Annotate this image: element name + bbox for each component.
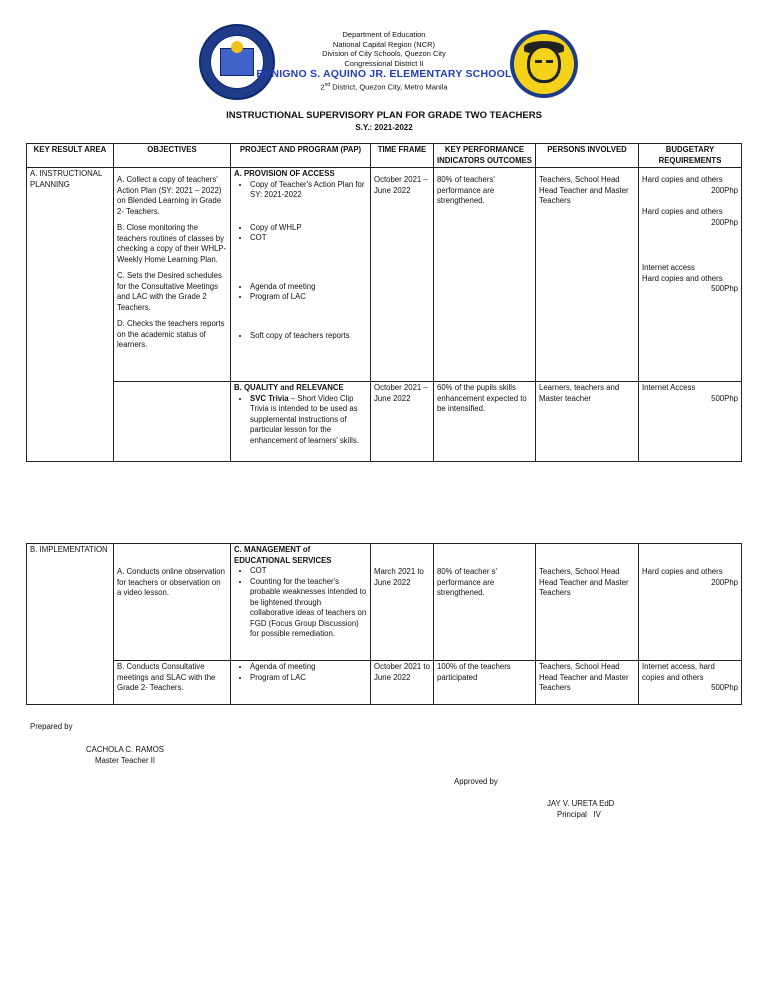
pap-item: • Program of LAC: [250, 673, 367, 684]
kra-cell: B. IMPLEMENTATION: [27, 544, 114, 705]
col-header-budget: BUDGETARY REQUIREMENTS: [639, 144, 742, 168]
time-frame-cell: October 2021 – June 2022: [371, 168, 434, 382]
table-row: [27, 382, 742, 462]
pap-item: • Agenda of meeting: [250, 282, 367, 293]
pap-item: • Agenda of meeting: [250, 662, 367, 673]
time-frame-cell: March 2021 to June 2022: [371, 544, 434, 661]
pap-item: • Counting for the teacher's probable weaknesses intended to be lightened through collaborative ideas of teachers on FGD (Focus Group Discussion) for possible remediation.: [250, 577, 367, 640]
col-header-objectives: OBJECTIVES: [114, 144, 231, 168]
col-header-kpi: KEY PERFORMANCE INDICATORS OUTCOMES: [434, 144, 536, 168]
plan-table-part-1: [26, 143, 742, 462]
kpi-cell: 80% of teachers' performance are strengthened.: [434, 168, 536, 382]
approved-by-label: Approved by: [454, 777, 498, 786]
objective-d: D. Checks the teachers reports on the academic status of learners.: [117, 319, 225, 349]
col-header-kra: KEY RESULT AREA: [27, 144, 114, 168]
time-frame-cell: October 2021 to June 2022: [371, 661, 434, 705]
pap-item: • Soft copy of teachers reports: [250, 331, 367, 342]
kra-cell: A. INSTRUCTIONAL PLANNING: [27, 168, 114, 462]
approver-name: JAY V. URETA EdD: [547, 799, 615, 808]
preparer-title: Master Teacher II: [95, 756, 156, 765]
preparer-name: CACHOLA C. RAMOS: [86, 745, 164, 754]
budget-cell: Hard copies and others 200Php: [639, 544, 742, 661]
pap-item: • SVC Trivia – Short Video Clip Trivia is intended to be used as supplemental instructions of particular lesson for the enhancement of learners' skills.: [250, 394, 367, 447]
budget-cell: Internet Access 500Php: [639, 382, 742, 462]
pap-cell: [231, 544, 371, 661]
header-line-1: Department of Education: [342, 30, 426, 39]
objectives-cell: B. Conducts Consultative meetings and SLAC with the Grade 2- Teachers.: [114, 661, 231, 705]
kpi-cell: 60% of the pupils skills enhancement expected to be intensified.: [434, 382, 536, 462]
pap-item: • COT: [250, 566, 367, 577]
persons-cell: Teachers, School Head Head Teacher and Master Teachers: [536, 661, 639, 705]
table-row: [27, 661, 742, 705]
persons-cell: Teachers, School Head Head Teacher and Master Teachers: [536, 168, 639, 382]
objective-c: C. Sets the Desired schedules for the Consultative Meetings and LAC with the Grade 2 Teachers.: [117, 271, 222, 312]
letterhead: [0, 30, 768, 92]
objective-a: A. Collect a copy of teachers' Action Plan (SY: 2021 – 2022) on Blended Learning in Grade 2- Teachers.: [117, 175, 222, 216]
pap-item: • Copy of Teacher's Action Plan for SY: 2021-2022: [250, 180, 367, 201]
objectives-cell: [114, 382, 231, 462]
approver-title: Principal IV: [557, 810, 601, 819]
pap-item: • Program of LAC: [250, 292, 367, 303]
pap-cell: [231, 382, 371, 462]
pap-cell: [231, 661, 371, 705]
pap-heading: B. QUALITY and RELEVANCE: [234, 383, 344, 392]
header-line-3: Division of City Schools, Quezon City: [322, 49, 446, 58]
objective-b: B. Close monitoring the teachers routines of classes by checking a copy of their WHLP-Weekly Home Learning Plan.: [117, 223, 227, 264]
persons-cell: Learners, teachers and Master teacher: [536, 382, 639, 462]
col-header-time-frame: TIME FRAME: [371, 144, 434, 168]
objectives-cell: A. Conducts online observation for teachers or observation on a video lesson.: [114, 544, 231, 661]
pap-heading: C. MANAGEMENT of EDUCATIONAL SERVICES: [234, 545, 332, 565]
header-line-2: National Capital Region (NCR): [332, 39, 436, 49]
deped-seal-logo: ★: [199, 24, 275, 100]
persons-cell: Teachers, School Head Head Teacher and Master Teachers: [536, 544, 639, 661]
header-line-4: Congressional District II: [344, 58, 424, 68]
pap-cell: [231, 168, 371, 382]
table-header-row: [27, 144, 742, 168]
table-row: [27, 168, 742, 382]
kpi-cell: 100% of the teachers participated: [434, 661, 536, 705]
pap-heading: A. PROVISION OF ACCESS: [234, 169, 335, 178]
school-year: S.Y.: 2021-2022: [355, 123, 413, 132]
kpi-cell: 80% of teacher s' performance are strengthened.: [434, 544, 536, 661]
pap-item: • COT: [250, 233, 367, 244]
budget-cell: Hard copies and others 200Php Hard copies and others 200Php Internet access Hard copies and others 500Php: [639, 168, 742, 382]
col-header-pap: PROJECT AND PROGRAM (PAP): [231, 144, 371, 168]
school-name: BENIGNO S. AQUINO JR. ELEMENTARY SCHOOL: [256, 68, 512, 80]
school-address: 2nd District, Quezon City, Metro Manila: [320, 82, 448, 92]
pap-item: • Copy of WHLP: [250, 223, 367, 234]
table-row: [27, 544, 742, 661]
prepared-by-label: Prepared by: [30, 722, 73, 731]
objectives-cell: [114, 168, 231, 382]
time-frame-cell: October 2021 – June 2022: [371, 382, 434, 462]
budget-cell: Internet access, hard copies and others 500Php: [639, 661, 742, 705]
plan-table-part-2: [26, 543, 742, 705]
document-title: INSTRUCTIONAL SUPERVISORY PLAN FOR GRADE TWO TEACHERS: [226, 110, 542, 121]
col-header-persons: PERSONS INVOLVED: [536, 144, 639, 168]
